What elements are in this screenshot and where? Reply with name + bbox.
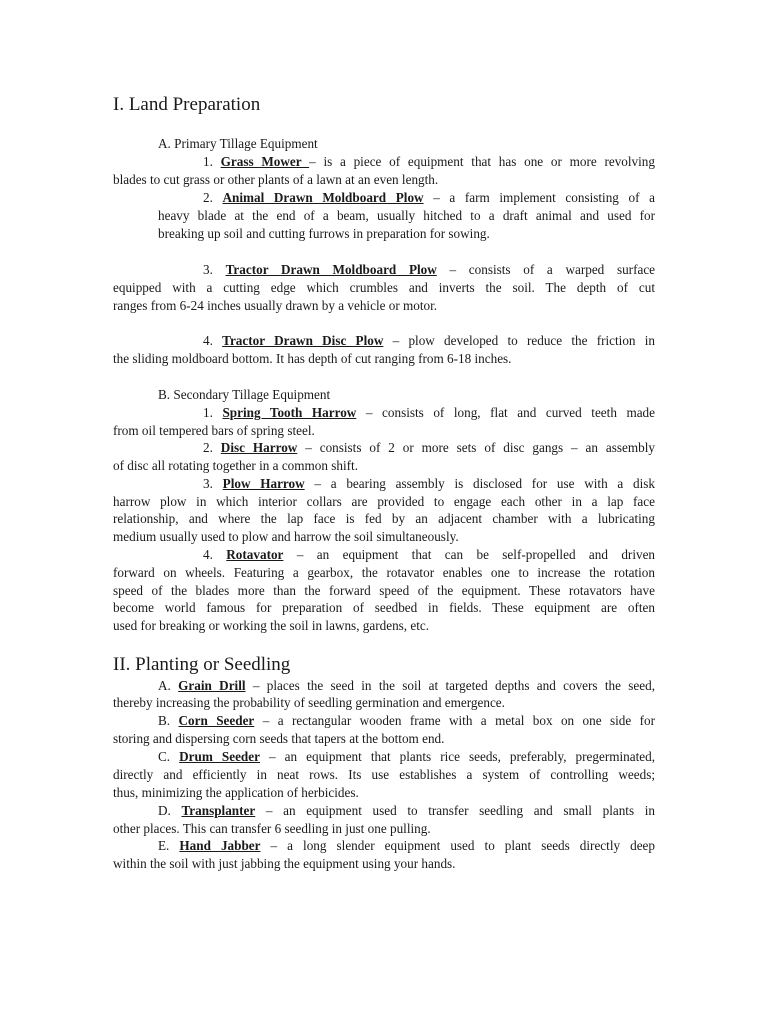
item-drum-seeder-line-2: directly and efficiently in neat rows. Its use establishes a system of controlling weeds; — [113, 767, 655, 782]
item-grass-mower-line-1 — [203, 153, 655, 171]
item-number: 3. — [203, 262, 213, 277]
item-tractor-drawn-moldboard-plow-line-1 — [203, 261, 655, 279]
item-number: 1. — [203, 405, 213, 420]
item-term: Grain Drill — [178, 678, 246, 693]
item-rotavator-line-5: used for breaking or working the soil in lawns, gardens, etc. — [113, 618, 430, 633]
item-term: Rotavator — [226, 547, 284, 562]
item-term: Tractor Drawn Disc Plow — [222, 333, 384, 348]
item-grass-mower-line-2: blades to cut grass or other plants of a lawn at an even length. — [113, 172, 439, 187]
item-grain-drill-line-1 — [158, 677, 655, 695]
section-heading-land-preparation: I. Land Preparation — [113, 94, 261, 115]
item-text: – an equipment that can be self-propelled and driven — [296, 547, 655, 562]
item-text: – an equipment used to transfer seedling and small plants in — [265, 803, 655, 818]
item-drum-seeder-line-3: thus, minimizing the application of herbicides. — [113, 785, 359, 800]
item-term: Plow Harrow — [222, 476, 305, 491]
item-text: – consists of 2 or more sets of disc gangs – an assembly — [305, 440, 655, 455]
item-number: E. — [158, 838, 170, 853]
item-plow-harrow-line-4: medium usually used to plow and harrow the soil simultaneously. — [113, 529, 459, 544]
item-number: 4. — [203, 333, 213, 348]
item-text: – a long slender equipment used to plant seeds directly deep — [270, 838, 655, 853]
item-term: Disc Harrow — [220, 440, 298, 455]
item-hand-jabber-line-2: within the soil with just jabbing the equipment using your hands. — [113, 856, 456, 871]
item-number: 4. — [203, 547, 213, 562]
item-text: – consists of long, flat and curved teeth made — [365, 405, 655, 420]
item-disc-harrow-line-2: of disc all rotating together in a common shift. — [113, 458, 359, 473]
item-tractor-drawn-moldboard-plow-line-2: equipped with a cutting edge which crumbles and inverts the soil. The depth of cut — [113, 280, 655, 295]
item-rotavator-line-2: forward on wheels. Featuring a gearbox, the rotavator enables one to increase the rotation — [113, 565, 655, 580]
item-animal-drawn-moldboard-plow-line-3: breaking up soil and cutting furrows in preparation for sowing. — [158, 226, 490, 241]
item-drum-seeder-line-1 — [158, 748, 655, 766]
item-transplanter-line-2: other places. This can transfer 6 seedling in just one pulling. — [113, 821, 431, 836]
item-rotavator-line-1 — [203, 546, 655, 564]
item-text: – a bearing assembly is disclosed for use with a disk — [314, 476, 655, 491]
item-term: Animal Drawn Moldboard Plow — [222, 190, 424, 205]
item-tractor-drawn-disc-plow-line-2: the sliding moldboard bottom. It has depth of cut ranging from 6-18 inches. — [113, 351, 512, 366]
item-text: – places the seed in the soil at targeted depths and covers the seed, — [252, 678, 655, 693]
item-text: – plow developed to reduce the friction in — [392, 333, 655, 348]
item-hand-jabber-line-1 — [158, 837, 655, 855]
item-animal-drawn-moldboard-plow-line-2: heavy blade at the end of a beam, usually hitched to a draft animal and used for — [158, 208, 655, 223]
item-text: – an equipment that plants rice seeds, preferably, pregerminated, — [269, 749, 655, 764]
item-term: Transplanter — [181, 803, 256, 818]
item-term: Tractor Drawn Moldboard Plow — [225, 262, 437, 277]
item-tractor-drawn-moldboard-plow-line-3: ranges from 6-24 inches usually drawn by a vehicle or motor. — [113, 298, 438, 313]
item-spring-tooth-harrow-line-2: from oil tempered bars of spring steel. — [113, 423, 315, 438]
item-tractor-drawn-disc-plow-line-1 — [203, 332, 655, 350]
section-heading-planting-or-seedling: II. Planting or Seedling — [113, 654, 291, 675]
item-corn-seeder-line-1 — [158, 712, 655, 730]
item-spring-tooth-harrow-line-1 — [203, 404, 655, 422]
item-term: Spring Tooth Harrow — [222, 405, 357, 420]
item-number: B. — [158, 713, 171, 728]
item-number: 3. — [203, 476, 213, 491]
item-rotavator-line-4: become world famous for preparation of seedbed in fields. These equipment are often — [113, 600, 655, 615]
item-transplanter-line-1 — [158, 802, 655, 820]
item-term: Corn Seeder — [178, 713, 255, 728]
item-grain-drill-line-2: thereby increasing the probability of seedling germination and emergence. — [113, 695, 505, 710]
item-number: 2. — [203, 440, 213, 455]
subsection-heading-secondary-tillage: B. Secondary Tillage Equipment — [158, 387, 331, 402]
item-animal-drawn-moldboard-plow-line-1 — [203, 189, 655, 207]
item-term: Hand Jabber — [179, 838, 261, 853]
item-plow-harrow-line-1 — [203, 475, 655, 493]
item-term: Grass Mower — [220, 154, 310, 169]
item-rotavator-line-3: speed of the blades more than the forward speed of the equipment. These rotavators have — [113, 583, 655, 598]
item-term: Drum Seeder — [179, 749, 260, 764]
item-plow-harrow-line-3: relationship, and where the lap face is fed by an adjacent chamber with a lubricating — [113, 511, 655, 526]
item-corn-seeder-line-2: storing and dispersing corn seeds that tapers at the bottom end. — [113, 731, 445, 746]
item-plow-harrow-line-2: harrow plow in which interior collars are provided to engage each other in a lap face — [113, 494, 655, 509]
item-number: 2. — [203, 190, 213, 205]
item-number: C. — [158, 749, 171, 764]
item-text: – a farm implement consisting of a — [433, 190, 655, 205]
item-text: – a rectangular wooden frame with a metal box on one side for — [262, 713, 655, 728]
item-disc-harrow-line-1 — [203, 439, 655, 457]
item-text: – is a piece of equipment that has one or more revolving — [309, 154, 655, 169]
item-text: – consists of a warped surface — [449, 262, 655, 277]
item-number: A. — [158, 678, 171, 693]
subsection-heading-primary-tillage: A. Primary Tillage Equipment — [158, 136, 318, 151]
item-number: D. — [158, 803, 171, 818]
item-number: 1. — [203, 154, 213, 169]
